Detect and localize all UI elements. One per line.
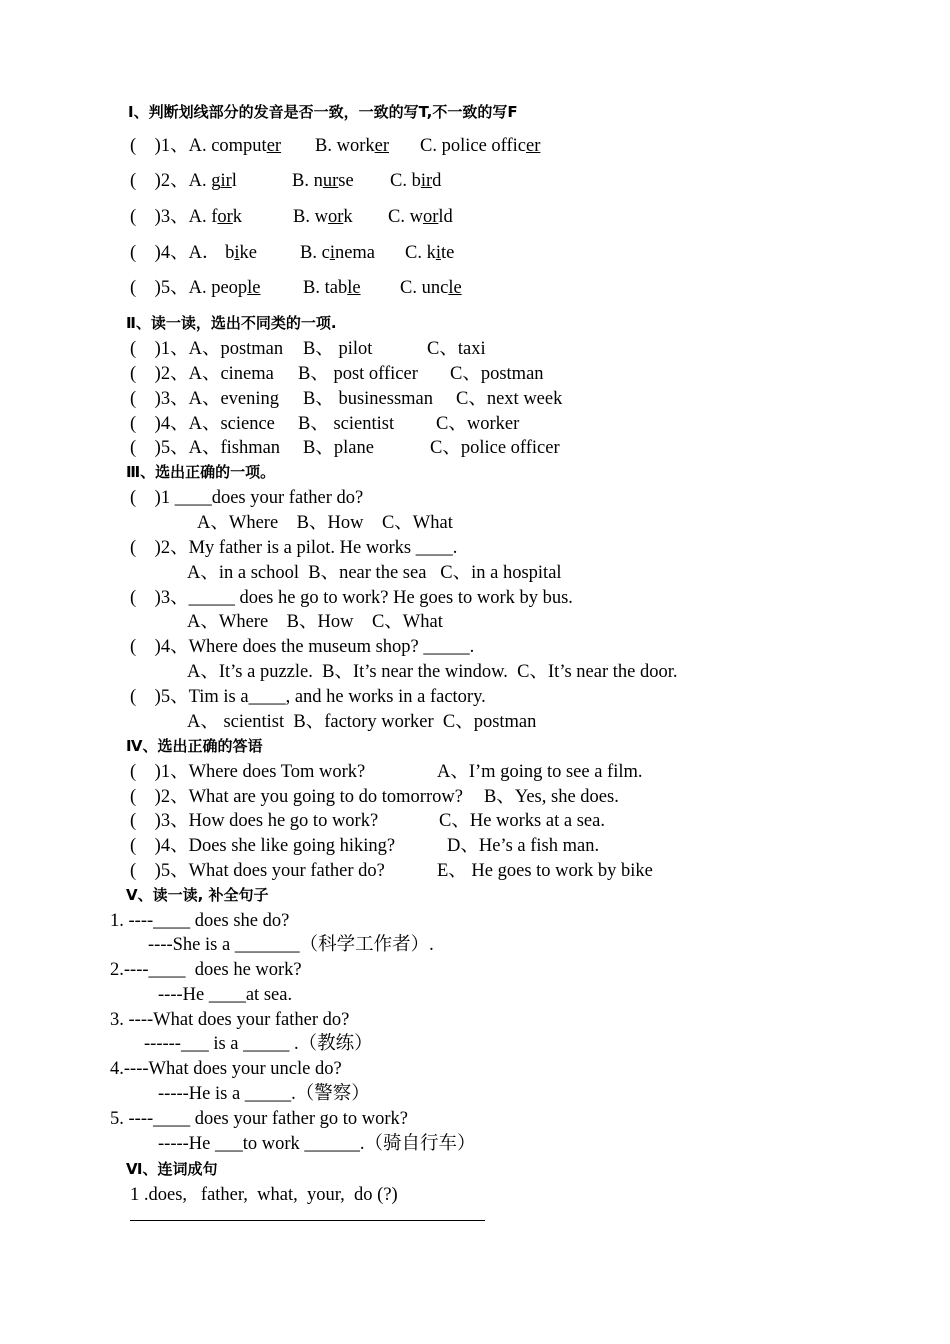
- sec3-q4: ( )4、Where does the museum shop? _____.: [130, 637, 475, 657]
- sec5-line6: ------___ is a _____ .（教练）: [144, 1034, 373, 1054]
- sec3-q5: ( )5、Tim is a____, and he works in a factory.: [130, 687, 486, 707]
- sec4-q1: ( )1、Where does Tom work?: [130, 762, 366, 782]
- sec4-q3: ( )3、How does he go to work?: [130, 811, 379, 831]
- sec1-q4: ( )4、A． bike: [130, 243, 257, 263]
- sec5-line2: ----She is a _______（科学工作者）.: [148, 935, 434, 955]
- section-3-heading: Ⅲ、选出正确的一项。: [126, 463, 276, 481]
- sec3-q1-options: A、Where B、How C、What: [197, 513, 453, 533]
- sec3-q1: ( )1 ____does your father do?: [130, 488, 364, 508]
- sec2-q4-c: C、worker: [436, 414, 520, 434]
- sec1-q1-b: B. worker: [315, 136, 389, 156]
- sec4-a2: B、Yes, she does.: [484, 787, 619, 807]
- sec5-line1: 1. ----____ does she do?: [110, 911, 290, 931]
- sec1-q3-c: C. world: [388, 207, 453, 227]
- sec4-q2: ( )2、What are you going to do tomorrow?: [130, 787, 463, 807]
- sec3-q4-options: A、It’s a puzzle. B、It’s near the window. C、It’s near the door.: [187, 662, 678, 682]
- sec3-q2-options: A、in a school B、near the sea C、in a hospital: [187, 563, 562, 583]
- sec2-q5: ( )5、A、fishman: [130, 438, 281, 458]
- sec4-q5: ( )5、What does your father do?: [130, 861, 385, 881]
- section-6-heading: Ⅵ、连词成句: [126, 1160, 218, 1178]
- sec5-line8: -----He is a _____.（警察）: [158, 1084, 370, 1104]
- sec1-q2-b: B. nurse: [292, 171, 354, 191]
- sec2-q3-c: C、next week: [456, 389, 563, 409]
- sec1-q5: ( )5、A. people: [130, 278, 261, 298]
- sec2-q1: ( )1、A、postman: [130, 339, 284, 359]
- sec1-q3-b: B. work: [293, 207, 353, 227]
- sec2-q2-b: B、 post officer: [298, 364, 418, 384]
- sec1-q4-c: C. kite: [405, 243, 455, 263]
- sec5-line5: 3. ----What does your father do?: [110, 1010, 350, 1030]
- sec1-q5-b: B. table: [303, 278, 361, 298]
- section-1-heading: Ⅰ、判断划线部分的发音是否一致，一致的写T,不一致的写F: [128, 103, 518, 121]
- sec1-q5-c: C. uncle: [400, 278, 462, 298]
- sec2-q5-c: C、police officer: [430, 438, 560, 458]
- answer-line[interactable]: [130, 1220, 485, 1221]
- sec2-q4: ( )4、A、science: [130, 414, 275, 434]
- sec1-q1: ( )1、A. computer: [130, 136, 282, 156]
- sec1-q3: ( )3、A. fork: [130, 207, 243, 227]
- sec2-q1-c: C、taxi: [427, 339, 486, 359]
- sec2-q2-c: C、postman: [450, 364, 544, 384]
- sec3-q5-options: A、 scientist B、factory worker C、postman: [187, 712, 537, 732]
- sec3-q3: ( )3、_____ does he go to work? He goes to work by bus.: [130, 588, 573, 608]
- sec2-q4-b: B、 scientist: [298, 414, 395, 434]
- sec3-q2: ( )2、My father is a pilot. He works ____.: [130, 538, 458, 558]
- sec2-q5-b: B、plane: [303, 438, 374, 458]
- section-5-heading: Ⅴ、读一读, 补全句子: [126, 886, 269, 904]
- section-2-heading: Ⅱ、读一读，选出不同类的一项.: [126, 314, 337, 332]
- sec4-a5: E、 He goes to work by bike: [437, 861, 653, 881]
- section-4-heading: Ⅳ、选出正确的答语: [126, 737, 263, 755]
- sec1-q2: ( )2、A. girl: [130, 171, 237, 191]
- sec4-a4: D、He’s a fish man.: [447, 836, 600, 856]
- sec5-line7: 4.----What does your uncle do?: [110, 1059, 342, 1079]
- sec4-a1: A、I’m going to see a film.: [437, 762, 643, 782]
- sec2-q3-b: B、 businessman: [303, 389, 434, 409]
- sec1-q4-b: B. cinema: [300, 243, 376, 263]
- sec2-q3: ( )3、A、evening: [130, 389, 280, 409]
- sec3-q3-options: A、Where B、How C、What: [187, 612, 443, 632]
- sec5-line10: -----He ___to work ______.（骑自行车）: [158, 1134, 476, 1154]
- sec5-line3: 2.----____ does he work?: [110, 960, 302, 980]
- sec2-q1-b: B、 pilot: [303, 339, 373, 359]
- sec2-q2: ( )2、A、cinema: [130, 364, 274, 384]
- sec1-q1-c: C. police officer: [420, 136, 541, 156]
- sec1-q2-c: C. bird: [390, 171, 442, 191]
- sec6-item1: 1 .does, father, what, your, do (?): [130, 1185, 398, 1205]
- sec4-a3: C、He works at a sea.: [439, 811, 605, 831]
- sec5-line9: 5. ----____ does your father go to work?: [110, 1109, 408, 1129]
- sec5-line4: ----He ____at sea.: [158, 985, 293, 1005]
- sec4-q4: ( )4、Does she like going hiking?: [130, 836, 396, 856]
